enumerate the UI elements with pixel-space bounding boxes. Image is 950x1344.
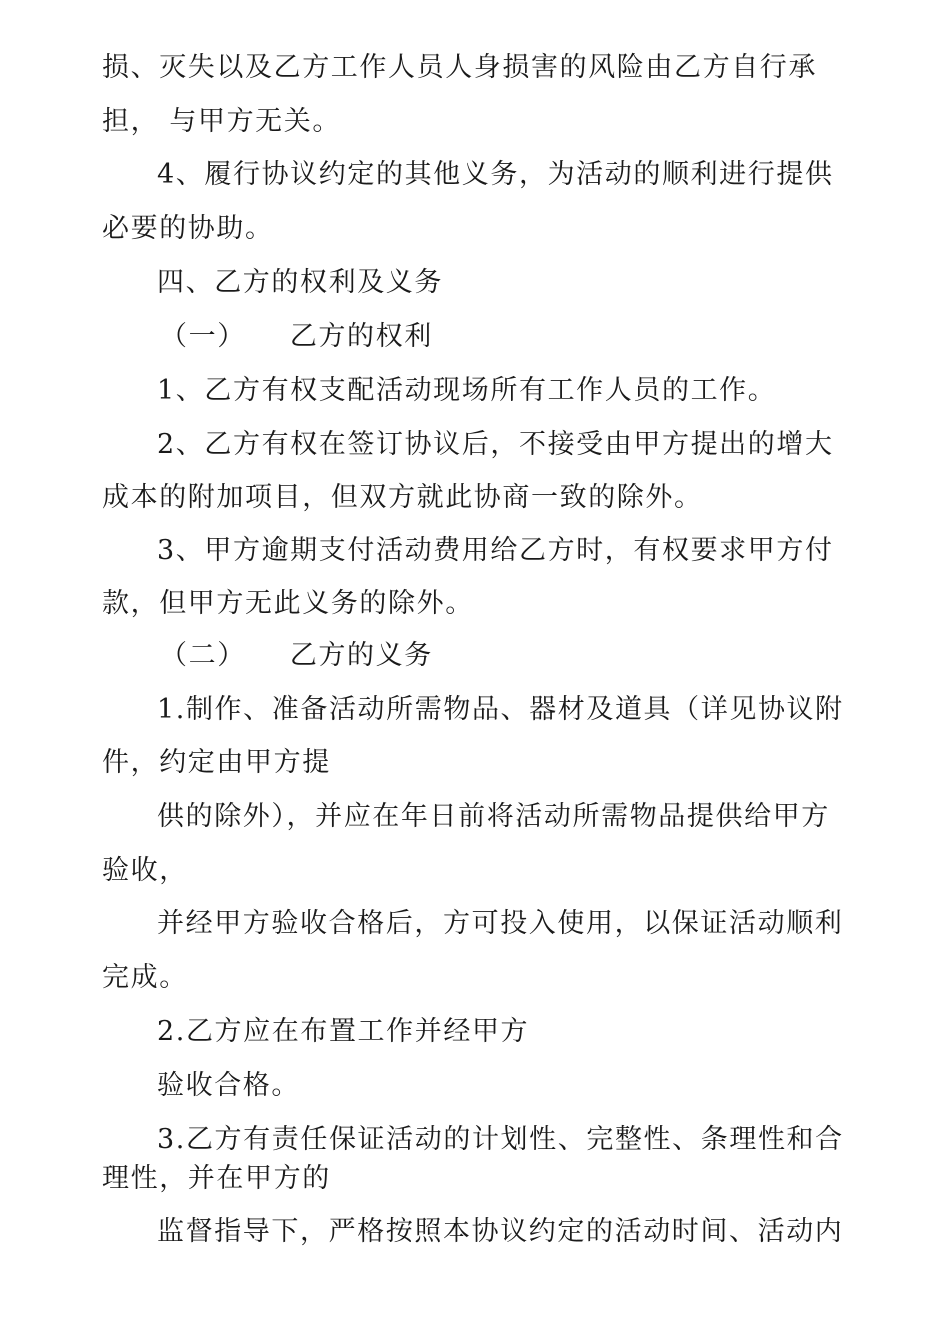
- paragraph-start: 验收合格。: [157, 1070, 300, 1101]
- text-line: 成本的附加项目，但双方就此协商一致的除外。: [102, 482, 703, 513]
- paragraph-start: 1、乙方有权支配活动现场所有工作人员的工作。: [157, 375, 777, 406]
- paragraph-start: 监督指导下，严格按照本协议约定的活动时间、活动内: [157, 1216, 844, 1247]
- paragraph-start: 3、甲方逾期支付活动费用给乙方时，有权要求甲方付: [157, 535, 834, 566]
- subsection-heading: [160, 636, 900, 676]
- subsection-title: 乙方的义务: [289, 640, 433, 671]
- paragraph-start: 3.乙方有责任保证活动的计划性、完整性、条理性和合: [157, 1124, 844, 1155]
- paragraph-start: 1.制作、准备活动所需物品、器材及道具（详见协议附: [157, 694, 844, 725]
- text-line: 担， 与甲方无关。: [102, 106, 341, 137]
- text-line: 必要的协助。: [102, 213, 274, 244]
- text-line: 验收，: [102, 855, 188, 886]
- paragraph-start: 2.乙方应在布置工作并经甲方: [157, 1016, 530, 1047]
- section-heading: 四、乙方的权利及义务: [157, 267, 443, 298]
- subsection-number: （一）: [160, 321, 246, 352]
- text-line: 损、灭失以及乙方工作人员人身损害的风险由乙方自行承: [102, 52, 817, 83]
- subsection-heading: [160, 317, 900, 357]
- paragraph-start: 供的除外），并应在年日前将活动所需物品提供给甲方: [157, 801, 830, 832]
- text-line: 完成。: [102, 962, 188, 993]
- text-line: 理性，并在甲方的: [102, 1163, 331, 1194]
- subsection-title: 乙方的权利: [289, 321, 433, 352]
- text-line: 件，约定由甲方提: [102, 747, 331, 778]
- paragraph-start: 并经甲方验收合格后，方可投入使用，以保证活动顺利: [157, 908, 844, 939]
- text-line: 款，但甲方无此义务的除外。: [102, 588, 474, 619]
- paragraph-start: 4、履行协议约定的其他义务，为活动的顺利进行提供: [157, 159, 834, 190]
- subsection-number: （二）: [160, 640, 246, 671]
- paragraph-start: 2、乙方有权在签订协议后，不接受由甲方提出的增大: [157, 429, 834, 460]
